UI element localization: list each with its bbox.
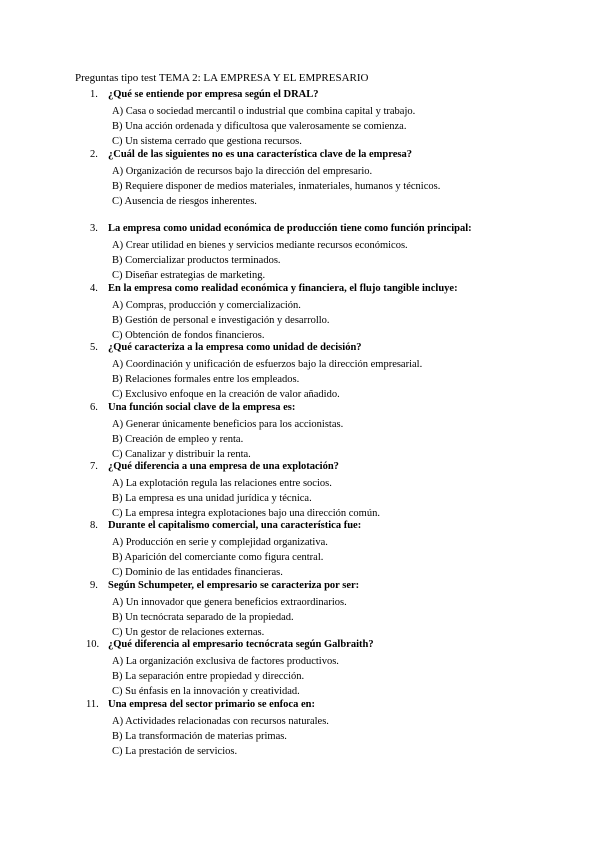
option-c: C) Ausencia de riesgos inherentes. (112, 196, 257, 207)
question-number: 7. (90, 461, 98, 472)
question-8 (0, 520, 600, 580)
question-10 (0, 639, 600, 699)
option-a: A) Crear utilidad en bienes y servicios mediante recursos económicos. (112, 240, 408, 251)
question-9 (0, 580, 600, 640)
question-number: 5. (90, 342, 98, 353)
option-b: B) Comercializar productos terminados. (112, 255, 281, 266)
option-a: A) Generar únicamente beneficios para los accionistas. (112, 419, 344, 430)
option-a: A) La organización exclusiva de factores productivos. (112, 656, 339, 667)
question-text: ¿Qué diferencia al empresario tecnócrata según Galbraith? (108, 639, 374, 650)
option-b: B) La transformación de materias primas. (112, 731, 287, 742)
question-text: ¿Qué diferencia a una empresa de una explotación? (108, 461, 339, 472)
question-number: 10. (86, 639, 100, 650)
option-c: C) Dominio de las entidades financieras. (112, 567, 283, 578)
question-5 (0, 342, 600, 402)
option-c: C) La prestación de servicios. (112, 746, 238, 757)
question-text: La empresa como unidad económica de producción tiene como función principal: (108, 223, 472, 234)
question-3 (0, 223, 600, 283)
option-b: B) Requiere disponer de medios materiales, inmateriales, humanos y técnicos. (112, 181, 441, 192)
question-text: Según Schumpeter, el empresario se caracteriza por ser: (108, 580, 360, 591)
question-text: ¿Qué se entiende por empresa según el DRAL? (108, 89, 319, 100)
question-number: 6. (90, 402, 98, 413)
question-text: Durante el capitalismo comercial, una característica fue: (108, 520, 362, 531)
option-a: A) Un innovador que genera beneficios extraordinarios. (112, 597, 347, 608)
question-4 (0, 283, 600, 343)
document-title: Preguntas tipo test TEMA 2: LA EMPRESA Y EL EMPRESARIO (75, 72, 369, 84)
question-text: ¿Cuál de las siguientes no es una característica clave de la empresa? (108, 149, 412, 160)
option-b: B) Gestión de personal e investigación y desarrollo. (112, 315, 330, 326)
question-7 (0, 461, 600, 521)
option-b: B) La empresa es una unidad jurídica y técnica. (112, 493, 312, 504)
option-c: C) Su énfasis en la innovación y creatividad. (112, 686, 300, 697)
option-a: A) Compras, producción y comercialización. (112, 300, 301, 311)
option-c: C) Obtención de fondos financieros. (112, 330, 265, 341)
question-11 (0, 699, 600, 759)
question-number: 8. (90, 520, 98, 531)
option-a: A) Casa o sociedad mercantil o industrial que combina capital y trabajo. (112, 106, 416, 117)
question-2 (0, 149, 600, 209)
question-6 (0, 402, 600, 462)
question-number: 1. (90, 89, 98, 100)
option-b: B) Una acción ordenada y dificultosa que valerosamente se comienza. (112, 121, 407, 132)
option-c: C) Exclusivo enfoque en la creación de valor añadido. (112, 389, 340, 400)
option-a: A) La explotación regula las relaciones entre socios. (112, 478, 332, 489)
option-c: C) Diseñar estrategias de marketing. (112, 270, 266, 281)
question-number: 9. (90, 580, 98, 591)
option-b: B) La separación entre propiedad y dirección. (112, 671, 305, 682)
question-text: ¿Qué caracteriza a la empresa como unidad de decisión? (108, 342, 362, 353)
question-number: 4. (90, 283, 98, 294)
option-b: B) Creación de empleo y renta. (112, 434, 244, 445)
option-b: B) Relaciones formales entre los empleados. (112, 374, 300, 385)
option-c: C) Un gestor de relaciones externas. (112, 627, 265, 638)
option-a: A) Actividades relacionadas con recursos naturales. (112, 716, 329, 727)
option-c: C) La empresa integra explotaciones bajo una dirección común. (112, 508, 380, 519)
question-number: 2. (90, 149, 98, 160)
question-text: En la empresa como realidad económica y financiera, el flujo tangible incluye: (108, 283, 458, 294)
question-1 (0, 89, 600, 149)
option-b: B) Aparición del comerciante como figura central. (112, 552, 324, 563)
question-number: 3. (90, 223, 98, 234)
option-a: A) Organización de recursos bajo la dirección del empresario. (112, 166, 373, 177)
option-c: C) Canalizar y distribuir la renta. (112, 449, 251, 460)
option-a: A) Producción en serie y complejidad organizativa. (112, 537, 328, 548)
question-number: 11. (86, 699, 99, 710)
option-b: B) Un tecnócrata separado de la propiedad. (112, 612, 294, 623)
option-c: C) Un sistema cerrado que gestiona recursos. (112, 136, 302, 147)
question-text: Una empresa del sector primario se enfoca en: (108, 699, 315, 710)
option-a: A) Coordinación y unificación de esfuerzos bajo la dirección empresarial. (112, 359, 423, 370)
question-text: Una función social clave de la empresa es: (108, 402, 296, 413)
